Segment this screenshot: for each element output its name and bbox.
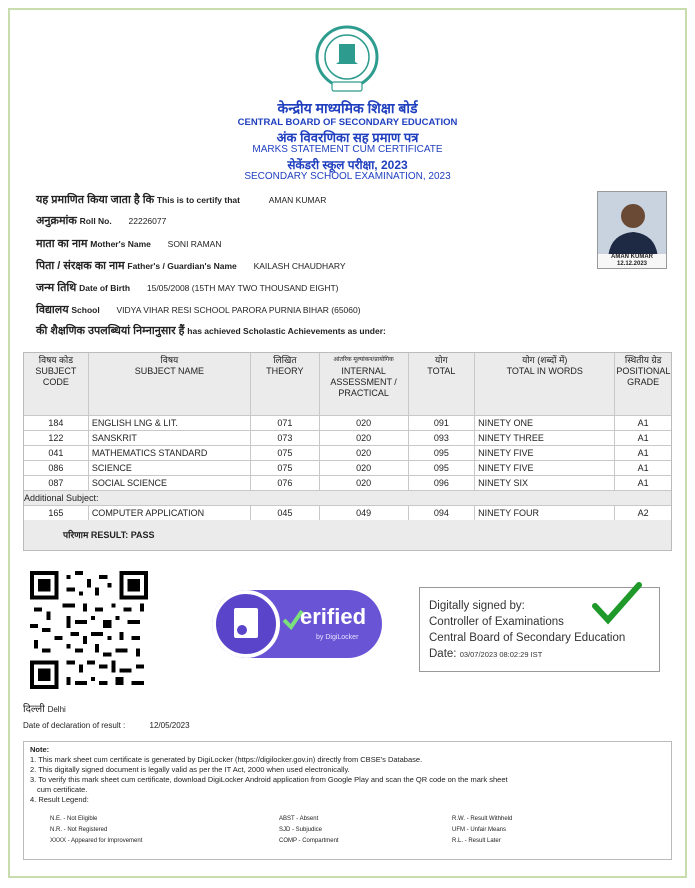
table-row: 122 SANSKRIT 073 020 093 NINETY THREE A1 (24, 431, 671, 446)
father-name-field: पिता / संरक्षक का नाम Father's / Guardian's Name KAILASH CHAUDHARY (36, 260, 346, 272)
additional-subject-label: Additional Subject: (24, 491, 671, 506)
dob-field: जन्म तिथि Date of Birth 15/05/2008 (15TH MAY TWO THOUSAND EIGHT) (36, 282, 339, 294)
dob-value: 15/05/2008 (15TH MAY TWO THOUSAND EIGHT) (146, 283, 339, 293)
header-grade: स्थितीय ग्रेड POSITIONAL GRADE (616, 355, 671, 387)
note-item: cum certificate. (37, 785, 88, 794)
note-item: 2. This digitally signed document is legally valid as per the IT Act, 2000 when used electronically. (30, 765, 350, 774)
header-subject-code: विषय कोड SUBJECT CODE (24, 353, 88, 416)
table-row: 184 ENGLISH LNG & LIT. 071 020 091 NINETY ONE A1 (24, 416, 671, 431)
verified-text: erified (300, 604, 367, 629)
cbse-emblem-icon (312, 24, 382, 94)
father-name: KAILASH CHAUDHARY (253, 261, 346, 271)
achievements-line: की शैक्षणिक उपलब्धियां निम्नानुसार हैं has achieved Scholastic Achievements as under: (36, 325, 386, 337)
header-internal: आंतरिक मूल्यांकन/प्रायोगिक INTERNAL ASSESSMENT / PRACTICAL (319, 353, 408, 416)
board-name-hindi: केन्द्रीय माध्यमिक शिक्षा बोर्ड (277, 100, 418, 116)
marks-table (24, 353, 671, 520)
table-row: 165 COMPUTER APPLICATION 045 049 094 NINETY FOUR A2 (24, 506, 671, 521)
exam-title-english: SECONDARY SCHOOL EXAMINATION, 2023 (244, 171, 451, 182)
candidate-photo: AMAN KUMAR 12.12.2023 (597, 191, 667, 269)
exam-title-hindi: सेकेंडरी स्कूल परीक्षा, 2023 (287, 158, 408, 172)
verified-by: by DigiLocker (316, 634, 359, 641)
table-row: 087 SOCIAL SCIENCE 076 020 096 NINETY SIX A1 (24, 476, 671, 491)
school-value: VIDYA VIHAR RESI SCHOOL PARORA PURNIA BIHAR (65060) (116, 305, 361, 315)
note-item: 3. To verify this mark sheet cum certificate, download DigiLocker Android application from Google Play and scan the QR code on the mark sheet (30, 775, 508, 784)
note-item: 4. Result Legend: (30, 795, 89, 804)
place: दिल्ली Delhi (23, 704, 66, 715)
result-status: RESULT: PASS (90, 530, 155, 540)
note-item: 1. This mark sheet cum certificate is generated by DigiLocker (https://digilocker.gov.in) directly from CBSE's Database. (30, 755, 423, 764)
result-line: परिणाम RESULT: PASS (63, 530, 155, 540)
digital-signature-box: Digitally signed by: Controller of Examinations Central Board of Secondary Education Date: 03/07/2023 08:02:29 IST (419, 587, 660, 672)
roll-number: 22226077 (128, 216, 167, 226)
certificate-title-hindi: अंक विवरणिका सह प्रमाण पत्र (276, 130, 419, 145)
legend-col-1: N.E. - Not Eligible N.R. - Not Registered XXXX - Appeared for Improvement (50, 816, 143, 844)
legend-col-3: R.W. - Result Withheld UFM - Unfair Means R.L. - Result Later (452, 816, 513, 844)
table-row: 041 MATHEMATICS STANDARD 075 020 095 NINETY FIVE A1 (24, 446, 671, 461)
header-total-words: योग (शब्दों में) TOTAL IN WORDS (475, 353, 615, 416)
header-theory: लिखित THEORY (250, 353, 319, 416)
school-field: विद्यालय School VIDYA VIHAR RESI SCHOOL PARORA PURNIA BIHAR (65060) (36, 304, 361, 316)
candidate-name: AMAN KUMAR (268, 195, 327, 205)
header-subject-name: विषय SUBJECT NAME (88, 353, 250, 416)
declaration-date: Date of declaration of result : 12/05/2023 (23, 721, 190, 730)
qr-code-icon[interactable] (30, 571, 148, 689)
signature-check-icon (592, 582, 642, 626)
certify-line: यह प्रमाणित किया जाता है कि This is to certify that AMAN KUMAR (36, 194, 327, 206)
table-row: 086 SCIENCE 075 020 095 NINETY FIVE A1 (24, 461, 671, 476)
digilocker-verified-badge (212, 590, 382, 658)
certificate-title-english: MARKS STATEMENT CUM CERTIFICATE (252, 144, 443, 155)
person-icon (598, 192, 667, 258)
board-name-english: CENTRAL BOARD OF SECONDARY EDUCATION (237, 117, 458, 128)
document-lock-icon (212, 590, 280, 658)
notes-box: Note: 1. This mark sheet cum certificate is generated by DigiLocker (https://digilocker.gov.in) directly from CBSE's Database. 2. This digitally signed document is legally valid as per the IT Act, 2000 when used electronically. 3. To verify this mark sheet cum certificate, download DigiLocker Android application from Google Play and scan the QR code on the mark sheet cum certificate. 4. Result Legend: N.E. - Not Eligible N.R. - Not Registered XXXX - Appeared for Improvement ABST - Absent SJD - Subjudice COMP - Compartment R.W. - Result Withheld UFM - Unfair Means R.L. - Result Later (23, 741, 672, 860)
mother-name-field: माता का नाम Mother's Name SONI RAMAN (36, 238, 222, 250)
mother-name: SONI RAMAN (167, 239, 222, 249)
legend-col-2: ABST - Absent SJD - Subjudice COMP - Compartment (279, 816, 339, 844)
header-total: योग TOTAL (408, 353, 475, 416)
roll-number-field: अनुक्रमांक Roll No. 22226077 (36, 215, 167, 227)
